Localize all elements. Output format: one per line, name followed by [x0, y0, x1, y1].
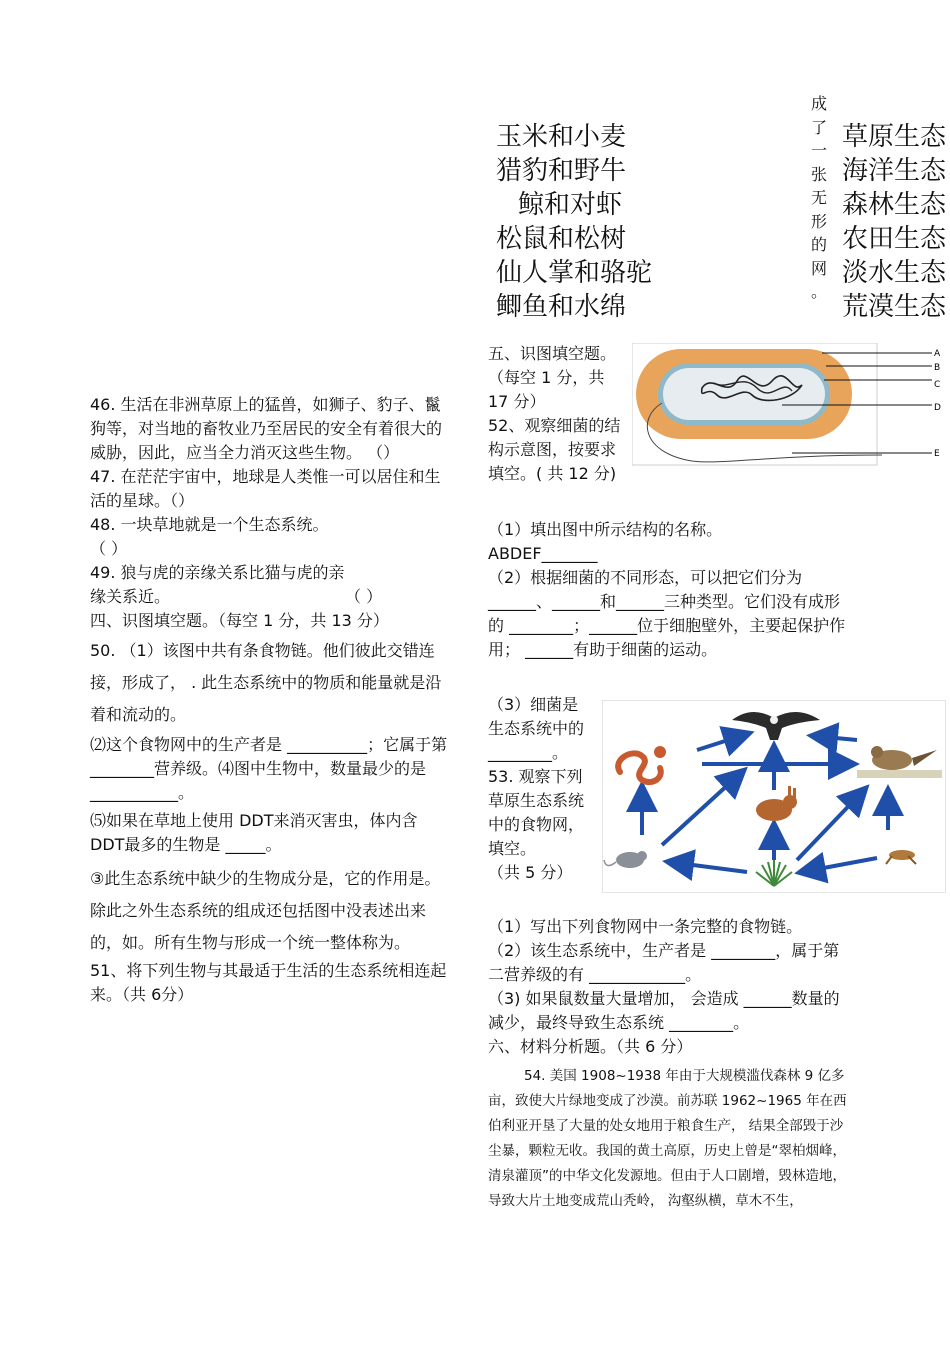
match-left-list [496, 120, 652, 324]
label-c: C [934, 380, 941, 390]
left-column [90, 393, 450, 1007]
match-right-item: 淡水生态 [842, 258, 947, 288]
question-53-part3: （3) 如果鼠数量大量增加， 会造成 ______数量的减少，最终导致生态系统 ________。 [488, 989, 840, 1032]
match-right-list [842, 120, 950, 324]
question-52-part1-answer: ABDEF_______ [488, 544, 598, 563]
question-52: 52、观察细菌的结构示意图，按要求填空。( 共 12 分) [488, 416, 621, 483]
label-e: E [934, 449, 940, 459]
vertical-char: 形 [810, 211, 827, 231]
label-b: B [934, 363, 941, 373]
question-47: 47. 在茫茫宇宙中，地球是人类惟一可以居住和生活的星球。（） [90, 467, 441, 510]
question-52-part3: （3）细菌是生态系统中的________。 [488, 695, 585, 762]
vertical-char: 张 [810, 164, 827, 184]
question-53: 53. 观察下列草原生态系统中的食物网，填空。 [488, 767, 585, 858]
vertical-char: 成 [810, 94, 827, 113]
section-6-heading: 六、材料分析题。（共 6 分） [488, 1037, 693, 1056]
food-web-diagram [602, 700, 946, 893]
question-53-part1: （1）写出下列食物网中一条完整的食物链。 [488, 917, 803, 936]
match-left-item: 猎豹和野牛 [496, 156, 627, 186]
right-lower-text [488, 915, 854, 1059]
question-52-part1: （1）填出图中所示结构的名称。 [488, 520, 723, 539]
vertical-char: 一 [810, 141, 827, 160]
question-50-part1: 50. （1）该图中共有条食物链。他们彼此交错连接，形成了， . 此生态系统中的物质和能量就是沿着和流动的。 [90, 641, 442, 724]
mouse-icon [604, 851, 647, 868]
match-left-item: 鲫鱼和水绵 [496, 292, 627, 322]
question-53-part2: （2）该生态系统中，生产者是 ________，属于第二营养级的有 ____________。 [488, 941, 840, 984]
question-50-part5: ⑸如果在草地上使用 DDT来消灭害虫，体内含 DDT最多的生物是 _____。 [90, 811, 418, 854]
match-left-item: 玉米和小麦 [496, 122, 627, 152]
match-left-item: 仙人掌和骆驼 [496, 258, 653, 288]
right-q52-3 [488, 693, 594, 885]
rabbit-icon [756, 786, 797, 821]
vertical-text [808, 92, 830, 304]
section-4-heading: 四、识图填空题。（每空 1 分，共 13 分） [90, 611, 389, 630]
match-right-item: 海洋生态 [842, 156, 947, 186]
label-d: D [934, 403, 941, 413]
right-top-text [488, 342, 624, 486]
vertical-char: 。 [810, 282, 827, 301]
vertical-char: 无 [810, 188, 827, 207]
match-right-item: 农田生态 [842, 224, 947, 254]
question-49-paren: （ ） [345, 587, 383, 606]
question-52-part2: （2）根据细菌的不同形态，可以把它们分为______、______和______三种类型。它们没有成形的 ________；______位于细胞壁外，主要起保护作用； ______有助于细菌的运动。 [488, 568, 846, 659]
vertical-char: 的 [810, 235, 827, 254]
question-48-paren: （ ） [90, 539, 128, 558]
food-web-svg [602, 700, 946, 893]
right-middle-text [488, 518, 850, 662]
match-right-item: 草原生态 [842, 122, 947, 152]
question-51: 51、将下列生物与其最适于生活的生态系统相连起来。（共 6分） [90, 961, 447, 1004]
question-50-part3: ③此生态系统中缺少的生物成分是，它的作用是。除此之外生态系统的组成还包括图中没表述出来的，如。所有生物与形成一个统一整体称为。 [90, 869, 441, 952]
snake-icon [618, 746, 666, 782]
match-left-item: 鲸和对虾 [518, 190, 623, 220]
question-49: 49. 狼与虎的亲缘关系比猫与虎的亲缘关系近。 [90, 563, 345, 606]
match-left-item: 松鼠和松树 [496, 224, 627, 254]
match-right-item: 森林生态 [842, 190, 947, 220]
question-54: 54. 美国 1908~1938 年由于大规模滥伐森林 9 亿多亩，致使大片绿地变成了沙漠。前苏联 1962~1965 年在西伯利亚开垦了大量的处女地用于粮食生产， 结果全部毁于沙尘暴，颗粒无收。我国的黄土高原，历史上曾是“翠柏烟峰，清泉灌顶”的中华文化发源地。但由于人口剧增，毁林造地，导致大片土地变成荒山秃岭， 沟壑纵横，草木不生， [488, 1068, 847, 1209]
bacteria-diagram [632, 343, 950, 468]
question-48: 48. 一块草地就是一个生态系统。 [90, 515, 329, 534]
section-5-heading: 五、识图填空题。（每空 1 分，共 17 分） [488, 344, 617, 411]
match-right-item: 荒漠生态 [842, 292, 947, 322]
question-50-part2: ⑵这个食物网中的生产者是 __________；它属于第 ________营养级。⑷图中生物中，数量最少的是 ___________。 [90, 735, 448, 802]
bird-icon [857, 746, 942, 778]
vertical-char: 了 [810, 117, 827, 137]
question-46: 46. 生活在非洲草原上的猛兽，如狮子、豹子、鬣狗等，对当地的畜牧业乃至居民的安全有着很大的威胁，因此，应当全力消灭这些生物。 （） [90, 395, 443, 462]
vertical-char: 网 [810, 258, 827, 278]
question-53-score: （共 5 分） [488, 863, 573, 882]
label-a: A [934, 349, 941, 359]
grasshopper-icon [886, 850, 916, 864]
grass-icon [756, 860, 792, 886]
bacteria-svg [632, 343, 950, 468]
